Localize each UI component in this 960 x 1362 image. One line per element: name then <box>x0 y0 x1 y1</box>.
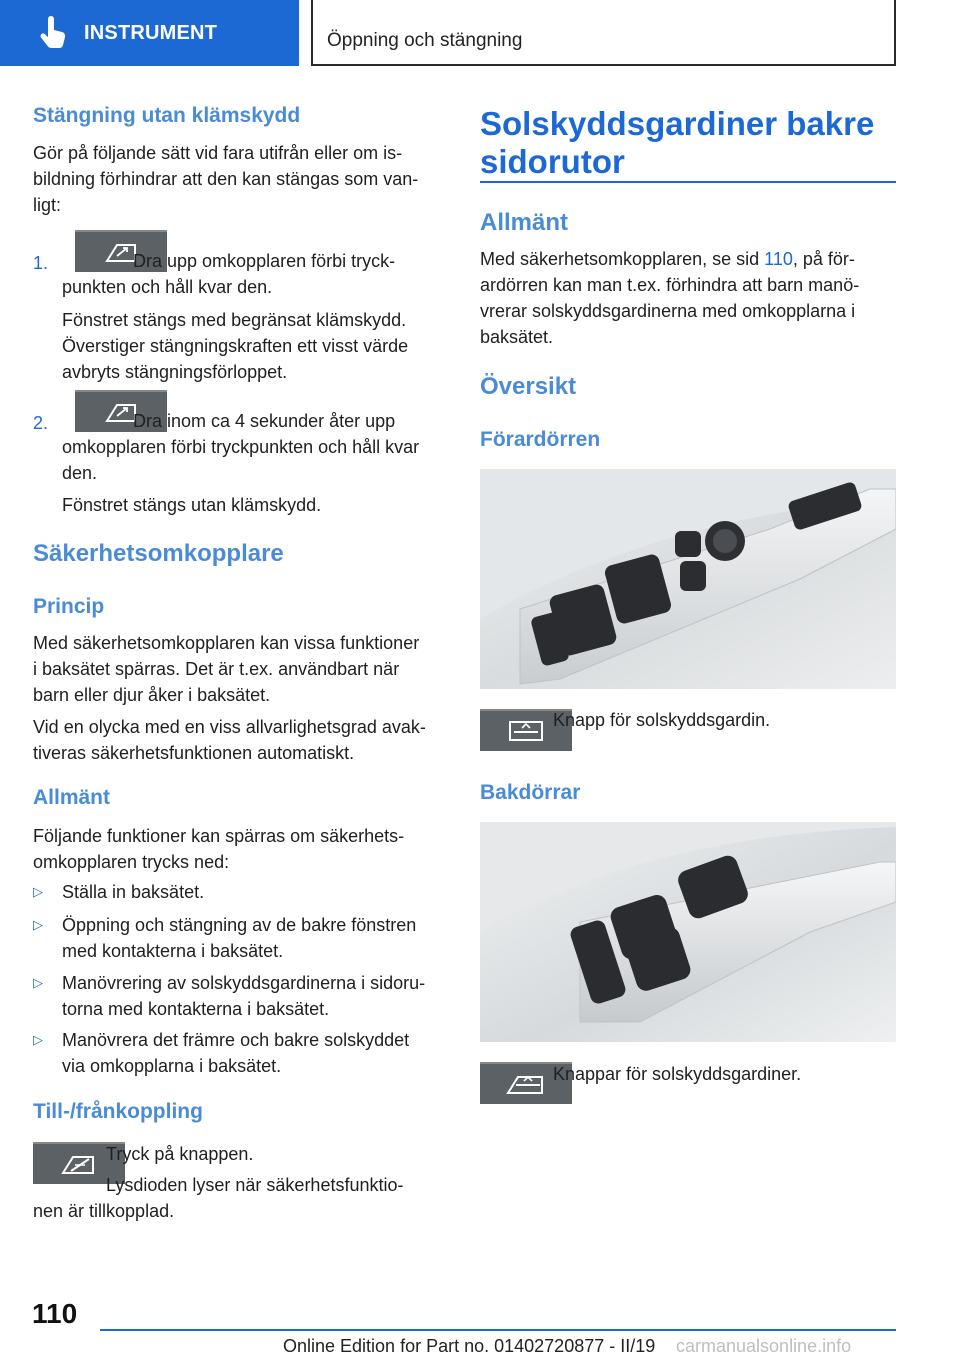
bullet-marker: ▷ <box>33 917 43 932</box>
list-item-cont: med kontakterna i baksätet. <box>62 941 284 961</box>
step-2-text-a: Dra inom ca 4 sekunder åter upp <box>133 411 396 431</box>
allmant-right-text-4: baksätet. <box>480 327 554 347</box>
step-1-text-b: punkten och håll kvar den. <box>62 277 273 297</box>
list-item: Ställa in baksätet. <box>62 882 205 902</box>
chapter-header <box>311 0 896 66</box>
heading-bakdorrar: Bakdörrar <box>480 781 581 804</box>
allmant-text-2: omkopplaren trycks ned: <box>33 852 230 872</box>
page-number: 110 <box>32 1298 78 1329</box>
olycka-text-1: Vid en olycka med en viss allvarlighetsgrad avak‐ <box>33 717 426 737</box>
step-2-number: 2. <box>33 413 49 433</box>
allmant-right-text-1 <box>480 246 855 272</box>
allmant-text-1: Följande funktioner kan spärras om säkerhets‐ <box>33 826 405 846</box>
heading-forardorren: Förardörren <box>480 428 601 451</box>
bullet-marker: ▷ <box>33 1032 43 1047</box>
bullet-marker: ▷ <box>33 975 43 990</box>
step-1-number: 1. <box>33 253 49 273</box>
pointing-hand-icon <box>34 13 74 53</box>
klamskydd-intro-3: ligt: <box>33 195 62 215</box>
list-item: Manövrera det främre och bakre solskyddet <box>62 1030 410 1050</box>
step-2-note: Fönstret stängs utan klämskydd. <box>62 495 322 515</box>
page-title-line-2: sidorutor <box>480 143 625 180</box>
list-item-cont: via omkopplarna i baksätet. <box>62 1056 282 1076</box>
heading-allmant: Allmänt <box>33 786 111 809</box>
section-label: INSTRUMENT <box>84 21 218 44</box>
step-1-note-2: Överstiger stängningskraften ett visst värde <box>62 336 409 356</box>
driver-door-switches-photo <box>480 469 896 689</box>
step-2-text-b: omkopplaren förbi tryckpunkten och håll kvar <box>62 437 420 457</box>
list-item-cont: torna med kontakterna i baksätet. <box>62 999 330 1019</box>
klamskydd-intro-1: Gör på följande sätt vid fara utifrån eller om is‐ <box>33 143 403 163</box>
tryck-text: Tryck på knappen. <box>106 1144 254 1164</box>
step-1-note-3: avbryts stängningsförloppet. <box>62 362 288 382</box>
princip-text-1: Med säkerhetsomkopplaren kan vissa funktioner <box>33 633 420 653</box>
lysdiod-text-1: Lysdioden lyser när säkerhetsfunktio‐ <box>106 1175 404 1195</box>
olycka-text-2: tiveras säkerhetsfunktionen automatiskt. <box>33 743 355 763</box>
chapter-title: Öppning och stängning <box>327 30 523 51</box>
step-1-text-a: Dra upp omkopplaren förbi tryck‐ <box>133 251 396 271</box>
allmant-right-text-a: Med säkerhetsomkopplaren, se sid <box>480 249 765 269</box>
heading-stangning-utan-klamskydd: Stängning utan klämskydd <box>33 104 301 127</box>
allmant-right-text-2: ardörren kan man t.ex. förhindra att barn manö‐ <box>480 275 860 295</box>
footer-divider <box>100 1329 896 1331</box>
step-2-text-c: den. <box>62 463 98 483</box>
heading-allmant-right: Allmänt <box>480 209 569 236</box>
list-item: Manövrering av solskyddsgardinerna i sidoru‐ <box>62 973 426 993</box>
heading-oversikt: Översikt <box>480 373 577 400</box>
rear-door-switches-photo <box>480 822 896 1042</box>
princip-text-2: i baksätet spärras. Det är t.ex. användbart när <box>33 659 400 679</box>
bullet-marker: ▷ <box>33 884 43 899</box>
watermark: carmanualsonline.info <box>676 1336 852 1356</box>
page-link-110[interactable]: 110 <box>764 249 793 269</box>
princip-text-3: barn eller djur åker i baksätet. <box>33 685 271 705</box>
caption-bakdorrar: Knappar för solskyddsgardiner. <box>553 1064 802 1084</box>
step-1-note-1: Fönstret stängs med begränsat klämskydd. <box>62 310 407 330</box>
heading-princip: Princip <box>33 595 105 618</box>
klamskydd-intro-2: bildning förhindrar att den kan stängas som van‐ <box>33 169 419 189</box>
allmant-right-text-3: vrerar solskyddsgardinerna med omkopplarna i <box>480 301 856 321</box>
caption-forardorren: Knapp för solskyddsgardin. <box>553 710 771 730</box>
title-divider <box>480 181 896 183</box>
section-tab <box>0 0 299 66</box>
list-item: Öppning och stängning av de bakre fönstren <box>62 915 417 935</box>
heading-till-frankoppling: Till-/frånkoppling <box>33 1100 203 1123</box>
allmant-right-text-b: , på för‐ <box>792 249 855 269</box>
heading-sakerhetsomkopplare: Säkerhetsomkopplare <box>33 540 284 567</box>
lysdiod-text-2: nen är tillkopplad. <box>33 1201 175 1221</box>
edition-text: Online Edition for Part no. 01402720877 - II/19 <box>283 1336 656 1356</box>
page-title-line-1: Solskyddsgardiner bakre <box>480 105 875 142</box>
